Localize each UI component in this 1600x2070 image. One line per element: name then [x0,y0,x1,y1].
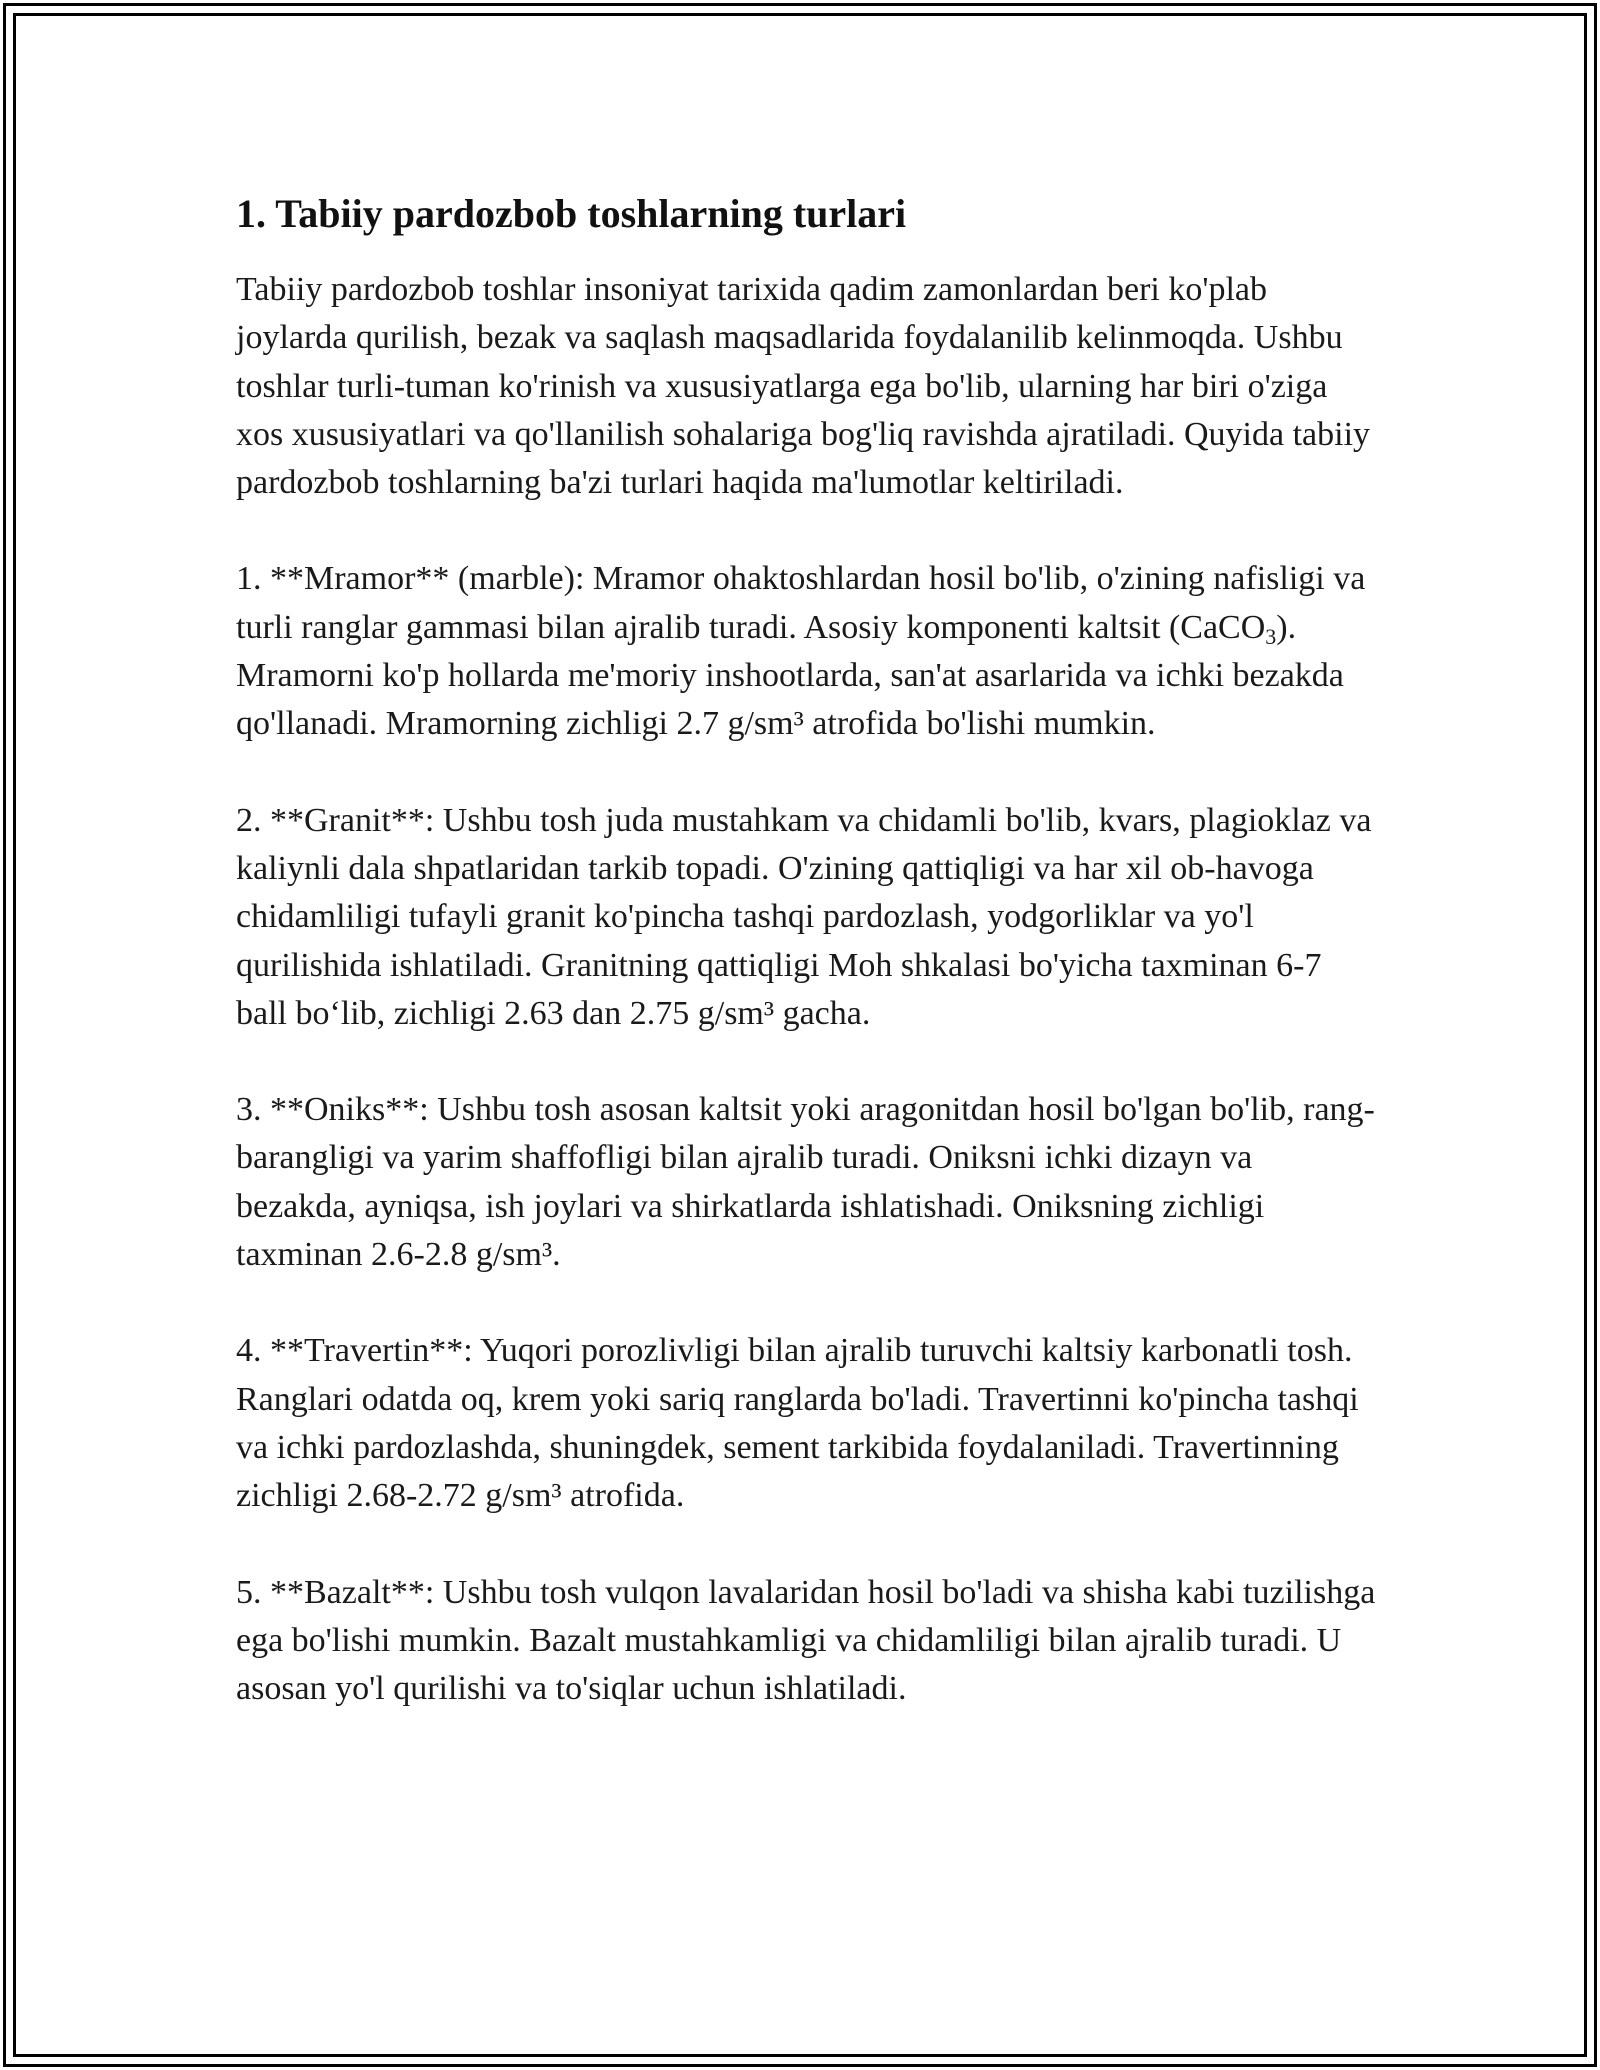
list-item-marble [236,555,1376,748]
list-item-travertine: 4. **Travertin**: Yuqori porozlivligi bilan ajralib turuvchi kaltsiy karbonatli tosh. Ranglari odatda oq, krem yoki sariq ranglarda bo'ladi. Travertinni ko'pincha tashqi va ichki pardozlashda, shuningdek, sement tarkibida foydalaniladi. Travertinning zichligi 2.68-2.72 g/sm³ atrofida. [236,1332,1359,1515]
list-item-basalt: 5. **Bazalt**: Ushbu tosh vulqon lavalaridan hosil bo'ladi va shisha kabi tuzilishga ega bo'lishi mumkin. Bazalt mustahkamligi va chidamliligi bilan ajralib turadi. U asosan yo'l qurilishi va to'siqlar uchun ishlatiladi. [236,1573,1376,1708]
subscript-three: 3 [1265,623,1277,649]
list-item-granite: 2. **Granit**: Ushbu tosh juda mustahkam va chidamli bo'lib, kvars, plagioklaz va kaliynli dala shpatlaridan tarkib topadi. O'zining qattiqligi va har xil ob-havoga chidamliligi tufayli granit ko'pincha tashqi pardozlash, yodgorliklar va yo'l qurilishida ishlatiladi. Granitning qattiqligi Moh shkalasi bo'yicha taxminan 6-7 ball bo‘lib, zichligi 2.63 dan 2.75 g/sm³ gacha. [236,801,1372,1032]
document-body [236,188,1376,1761]
intro-paragraph: Tabiiy pardozbob toshlar insoniyat tarixida qadim zamonlardan beri ko'plab joylarda qurilish, bezak va saqlash maqsadlarida foydalanilib kelinmoqda. Ushbu toshlar turli-tuman ko'rinish va xususiyatlarga ega bo'lib, ularning har biri o'ziga xos xususiyatlari va qo'llanilish sohalariga bog'liq ravishda ajratiladi. Quyida tabiiy pardozbob toshlarning ba'zi turlari haqida ma'lumotlar keltiriladi. [236,271,1371,502]
marble-text-b: ). Mramorni ko'p hollarda me'moriy inshootlarda, san'at asarlarida va ichki bezakda qo'llanadi. Mramorning zichligi 2.7 g/sm³ atrofida bo'lishi mumkin. [236,608,1344,743]
list-item-onyx: 3. **Oniks**: Ushbu tosh asosan kaltsit yoki aragonitdan hosil bo'lgan bo'lib, rang-barangligi va yarim shaffofligi bilan ajralib turadi. Oniksni ichki dizayn va bezakda, ayniqsa, ish joylari va shirkatlarda ishlatishadi. Oniksning zichligi taxminan 2.6-2.8 g/sm³. [236,1091,1375,1274]
marble-text-a: 1. **Mramor** (marble): Mramor ohaktoshlardan hosil bo'lib, o'zining nafisligi va turli ranglar gammasi bilan ajralib turadi. Asosiy komponenti kaltsit (CaCO [236,560,1366,646]
section-heading: 1. Tabiiy pardozbob toshlarning turlari [236,191,907,236]
